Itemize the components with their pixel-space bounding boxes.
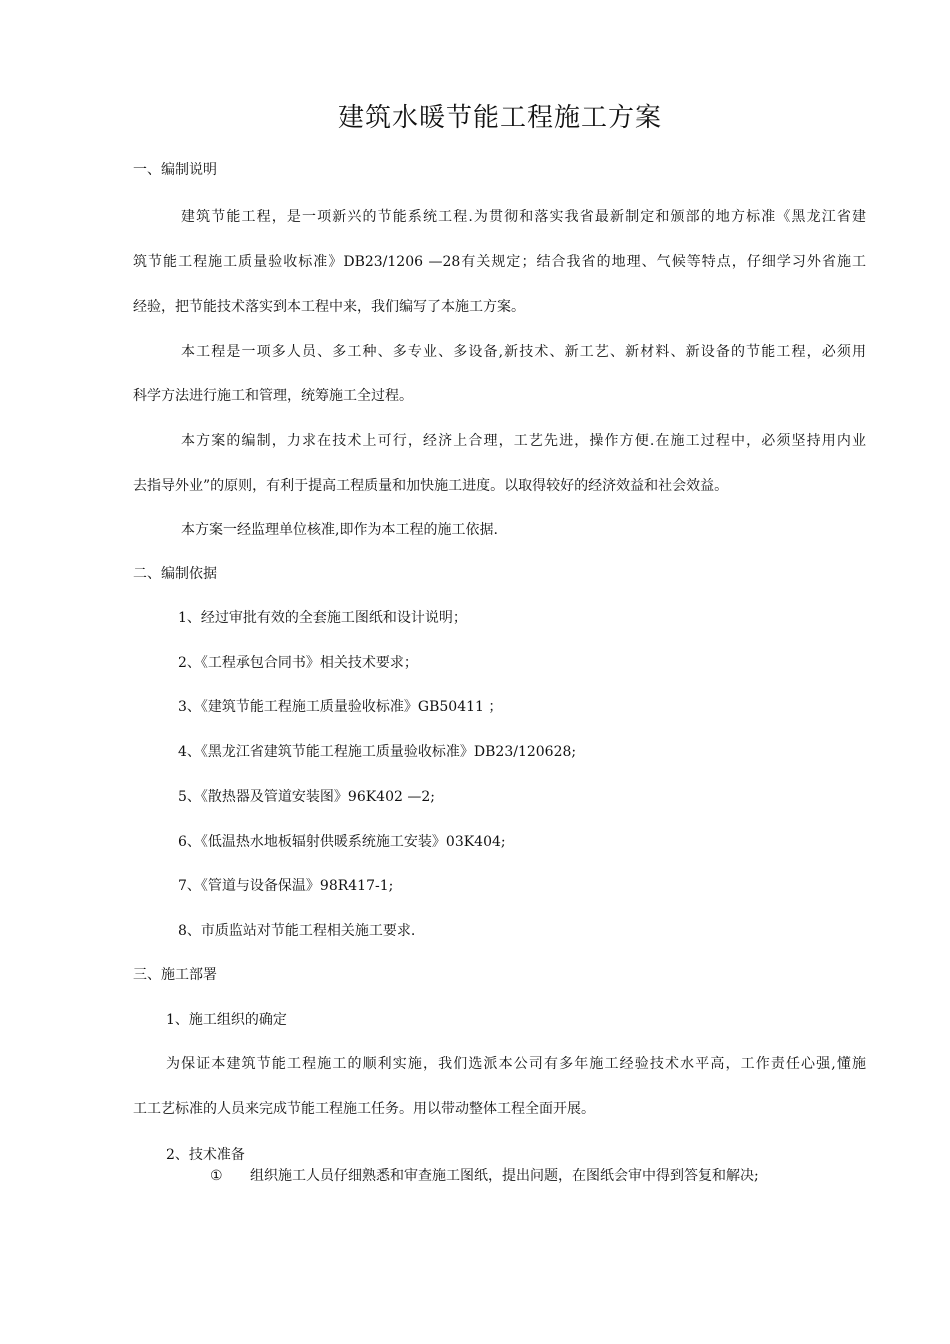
list-item: 组织施工人员仔细熟悉和审查施工图纸，提出问题，在图纸会审中得到答复和解决; [250,1168,759,1184]
paragraph-line: 经验，把节能技术落实到本工程中来，我们编写了本施工方案。 [133,299,525,315]
paragraph-line: 本方案的编制，力求在技术上可行，经济上合理，工艺先进，操作方便.在施工过程中，必须坚持用内业 [181,433,866,449]
paragraph-line: 工工艺标准的人员来完成节能工程施工任务。用以带动整体工程全面开展。 [133,1101,595,1117]
document-title: 建筑水暖节能工程施工方案 [337,103,662,133]
paragraph-line: 为保证本建筑节能工程施工的顺利实施，我们选派本公司有多年施工经验技术水平高，工作责任心强,懂施 [166,1056,866,1072]
list-item: 5、《散热器及管道安装图》96K402 —2; [178,789,435,805]
section-heading-3: 三、施工部署 [133,967,217,983]
paragraph-line: 本方案一经监理单位核准,即作为本工程的施工依据. [181,522,498,538]
list-item: 7、《管道与设备保温》98R417-1; [178,878,394,894]
list-item: 1、经过审批有效的全套施工图纸和设计说明； [178,610,467,626]
section-heading-2: 二、编制依据 [133,566,217,582]
list-item: 3、《建筑节能工程施工质量验收标准》GB50411 ； [178,699,503,715]
paragraph-line: 科学方法进行施工和管理，统筹施工全过程。 [133,388,413,404]
list-item: 2、《工程承包合同书》相关技术要求； [178,655,418,671]
paragraph-line: 筑节能工程施工质量验收标准》DB23/1206 —28有关规定；结合我省的地理、气候等特点，仔细学习外省施工 [133,254,866,270]
list-item: 6、《低温热水地板辐射供暖系统施工安装》03K404; [178,834,506,850]
list-item: 8、市质监站对节能工程相关施工要求. [178,923,416,939]
subsection-heading: 2、技术准备 [166,1147,245,1163]
list-item: 4、《黑龙江省建筑节能工程施工质量验收标准》DB23/120628; [178,744,577,760]
paragraph-line: 建筑节能工程，是一项新兴的节能系统工程.为贯彻和落实我省最新制定和颁部的地方标准《黑龙江省建 [181,209,866,225]
paragraph-line: 本工程是一项多人员、多工种、多专业、多设备,新技术、新工艺、新材料、新设备的节能工程，必须用 [181,344,866,360]
list-marker: ① [210,1168,223,1184]
subsection-heading: 1、施工组织的确定 [166,1012,287,1028]
paragraph-line: 去指导外业”的原则，有利于提高工程质量和加快施工进度。以取得较好的经济效益和社会效益。 [133,478,729,494]
section-heading-1: 一、编制说明 [133,162,217,178]
